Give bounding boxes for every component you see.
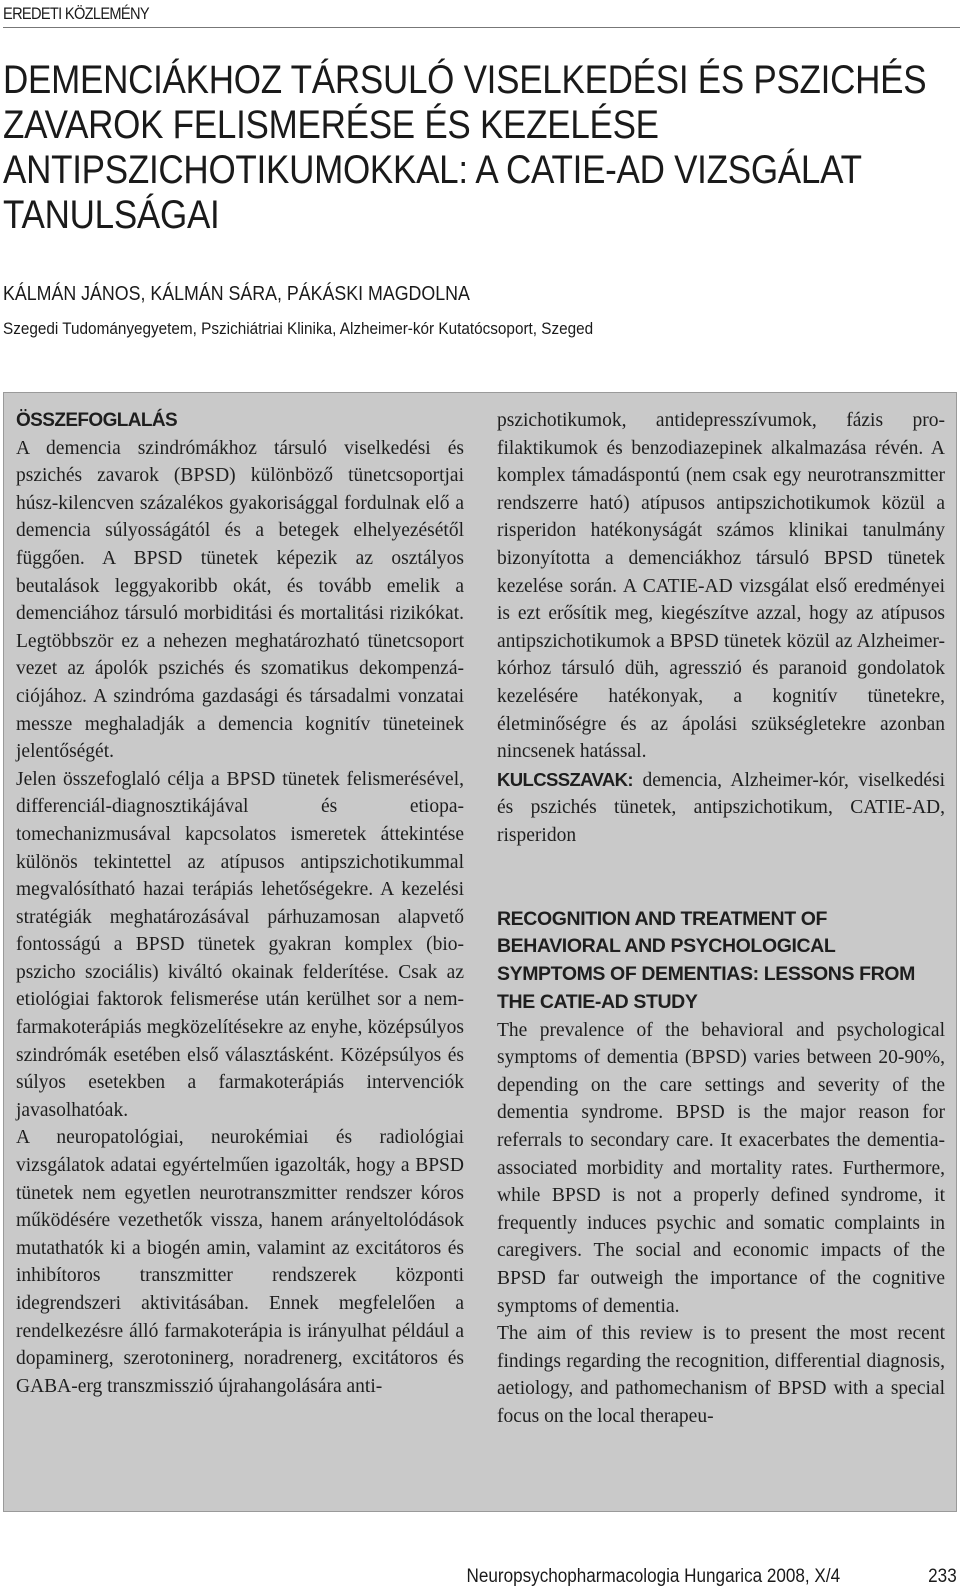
page-number: 233 — [928, 1566, 957, 1587]
title-line: ZAVAROK FELISMERÉSE ÉS KEZELÉSE — [3, 103, 659, 147]
affiliation: Szegedi Tudományegyetem, Pszichiátriai Klinika, Alzheimer-kór Kutatócsoport, Szeged — [3, 319, 594, 338]
english-title: RECOGNITION AND TREATMENT OF BEHAVIORAL AND PSYCHOLOGICAL SYMPTOMS OF DEMENTIAS: LESSONS FROM THE CATIE-AD STUDY — [497, 907, 915, 1013]
article-title — [3, 58, 931, 238]
authors: KÁLMÁN JÁNOS, KÁLMÁN SÁRA, PÁKÁSKI MAGDOLNA — [3, 283, 470, 305]
abstract-left-column — [16, 407, 464, 1400]
abstract-paragraph: pszichotikumok, antidepresszívumok, fázis profilaktikumok és benzodiazepinek alkalmazása révén. A komplex támadáspontú (nem csak egy neurotranszmitter rendszerre ható) atípusos antipszichotikumok közül a risperidon hatékonyságát számos klinikai tanulmány bizonyította a demenciákhoz társuló BPSD tünetek kezelése során. A CATIE-AD vizsgálat első eredményei is ezt erősítik meg, kiegészítve azzal, hogy az atípusos antipszichotikumok a BPSD tünetek közül az Alzheimer-kórhoz társuló düh, agresszió és paranoid gondolatok kezelésére hatékonyak, a kognitív tünetekre, életminőségre és az ápolási szükségletekre azonban nincsenek hatással. — [497, 410, 945, 763]
title-line: DEMENCIÁKHOZ TÁRSULÓ VISELKEDÉSI ÉS PSZICHÉS — [3, 58, 927, 102]
footer-journal: Neuropsychopharmacologia Hungarica 2008, X/4 — [466, 1566, 840, 1587]
abstract-box — [3, 392, 957, 1512]
keywords-label: KULCSSZAVAK: — [497, 768, 633, 790]
english-paragraph: The prevalence of the behavioral and psychological symptoms of dementia (BPSD) varies between 20-90%, depending on the care settings and severity of the dementia syndrome. BPSD is the major reason for referrals to secondary care. It exacerbates the dementia-associated morbidity and mortality rates. Furthermore, while BPSD is not a properly defined syndrome, it frequently induces psychic and somatic complaints in caregivers. The social and economic impacts of the BPSD far outweigh the importance of the cognitive symptoms of dementia. — [497, 1019, 945, 1317]
abstract-heading: ÖSSZEFOGLALÁS — [16, 410, 178, 431]
title-line: TANULSÁGAI — [3, 193, 220, 237]
keywords-text: demencia, Alzheimer-kór, viselkedési és pszichés tünetek, antipszichotikum, CATIE-AD, risperidon — [497, 769, 945, 846]
title-line: ANTIPSZICHOTIKUMOKKAL: A CATIE-AD VIZSGÁLAT — [3, 148, 862, 192]
abstract-right-column — [497, 407, 945, 1431]
header-rule — [3, 27, 960, 28]
keywords — [497, 766, 945, 850]
english-paragraph: The aim of this review is to present the most recent findings regarding the recognition, differential diagnosis, aetiology, and pathomechanism of BPSD with a special focus on the local therapeu- — [497, 1323, 945, 1427]
abstract-paragraph: A neuropatológiai, neurokémiai és radiológiai vizsgálatok adatai egyértelműen igazolták, hogy a BPSD tünetek nem egyetlen neurotranszmitter rendszer kóros működésére vezethetők vissza, hanem arányeltolódások mutathatók ki a biogén amin, valamint az excitátoros és inhibítoros transzmitter rendszerek központi idegrendszeri aktivitásában. Ennek megfelelően a rendelkezésre álló farmakoterápia is irányulhat például a dopaminerg, szerotoninerg, noradrenerg, excitátoros és GABA-erg transzmisszió újrahangolására anti- — [16, 1127, 464, 1397]
abstract-paragraph: Jelen összefoglaló célja a BPSD tünetek felismerésével, differenciál-diagnosztikájával és etiopatomechanizmusával kapcsolatos ismeretek áttekintése különös tekintettel az atípusos antipszichotikummal megvalósítható hazai terápiás lehetőségekre. A kezelési stratégiák meghatározásával párhuzamosan alapvető fontosságú a BPSD tünetek gyakran komplex (bio-pszicho szociális) kiváltó okainak felderítése. Csak az etiológiai faktorok felismerése után kerülhet sor a nemfarmakoterápiás megközelítésekre az enyhe, középsúlyos szindrómák esetében első választásként. Középsúlyos és súlyos esetekben a farmakoterápiás intervenciók javasolhatóak. — [16, 768, 464, 1121]
abstract-paragraph: A demencia szindrómákhoz társuló viselkedési és pszichés zavarok (BPSD) különböző tünetcsoportjai húsz-kilencven százalékos gyakorisággal fordulnak elő a demencia súlyosságától és a betegek elhelyezésétől függően. A BPSD tünetek képezik az osztályos beutalások leggyakoribb okát, és tovább emelik a demenciához társuló morbiditási és mortalitási rizikókat. Legtöbbször ez a nehezen meghatározható tünetcsoport vezet az ápolók pszichés és szomatikus dekompenzációjához. A szindróma gazdasági és társadalmi vonzatai messze meghaladják a demencia kognitív tüneteinek jelentőségét. — [16, 437, 464, 763]
section-label: EREDETI KÖZLEMÉNY — [3, 4, 149, 23]
